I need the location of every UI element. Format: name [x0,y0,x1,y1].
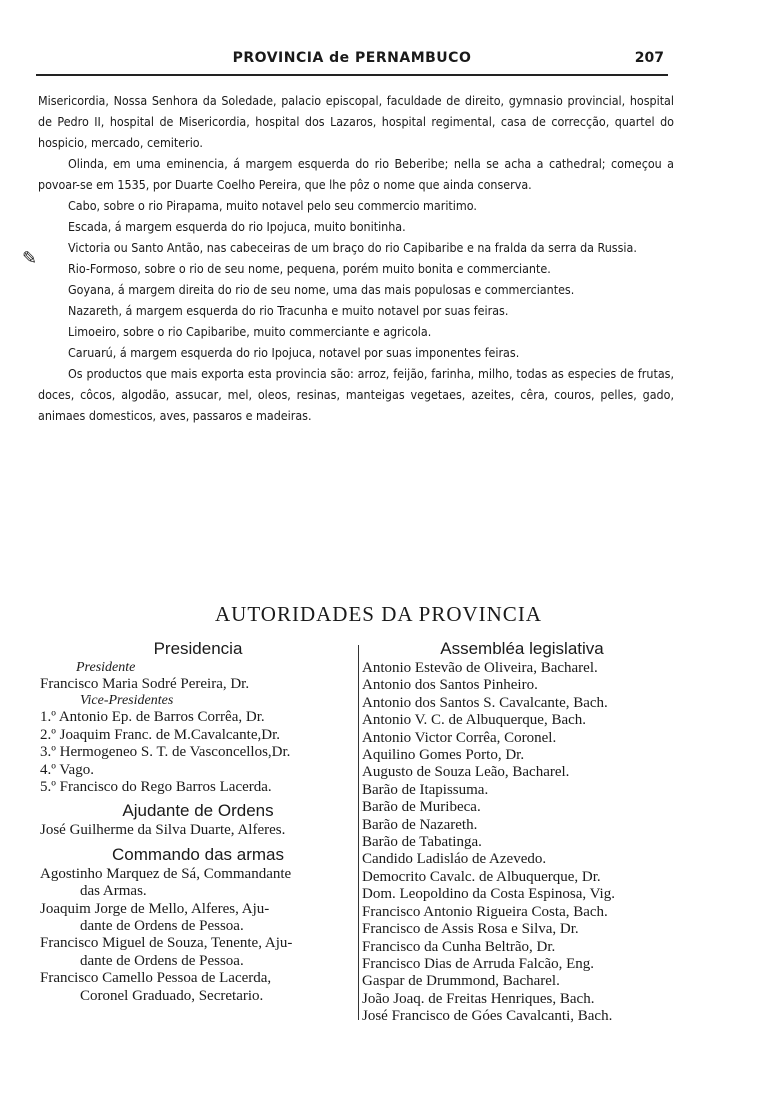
assembleia-member: Barão de Itapissuma. [362,781,489,798]
commando-line: dante de Ordens de Pessoa. [80,952,244,969]
left-column [40,638,356,1005]
section-title: AUTORIDADES DA PROVINCIA [215,602,542,626]
assembleia-member: José Francisco de Góes Cavalcanti, Bach. [362,1008,613,1025]
vice-presidentes-subheading: Vice-Presidentes [80,693,174,709]
assembleia-member: Antonio V. C. de Albuquerque, Bach. [362,712,587,729]
commando-line: Joaquim Jorge de Mello, Alferes, Aju- [40,900,270,917]
paragraph-recife-buildings: Misericordia, Nossa Senhora da Soledade, palacio episcopal, faculdade de direito, gymnasio provincial, hospital de Pedro II, hospital de Misericordia, hospital dos Lazaros, hospital regimental, casa de correcção, quartel do hospicio, mercado, cemiterio. [38,93,674,150]
assembleia-member: Antonio dos Santos S. Cavalcante, Bach. [362,694,608,711]
assembleia-member: Francisco Dias de Arruda Falcão, Eng. [362,955,595,972]
vice-president-entry: 4.º Vago. [40,761,94,778]
assembleia-member: Dom. Leopoldino da Costa Espinosa, Vig. [362,886,615,903]
assembleia-member: Antonio Estevão de Oliveira, Bacharel. [362,660,598,676]
paragraph-limoeiro: Limoeiro, sobre o rio Capibaribe, muito commerciante e agricola. [68,324,432,339]
paragraph-cabo: Cabo, sobre o rio Pirapama, muito notavel pelo seu commercio maritimo. [68,198,477,213]
column-divider [358,645,359,1020]
assembleia-member: Barão de Nazareth. [362,816,478,833]
assembleia-member: Barão de Tabatinga. [362,834,482,851]
commando-line: das Armas. [80,883,147,900]
presidencia-heading: Presidencia [153,639,243,658]
assembleia-member: Barão de Muribeca. [362,799,481,816]
assembleia-members [362,660,682,1026]
commando-line: Coronel Graduado, Secretario. [80,987,264,1004]
commando-line: dante de Ordens de Pessoa. [80,918,244,935]
assembleia-member: Francisco Antonio Rigueira Costa, Bach. [362,903,608,920]
paragraph-victoria: Victoria ou Santo Antão, nas cabeceiras de um braço do rio Capibaribe e na fralda da serra da Russia. [68,240,637,255]
assembleia-member: Aquilino Gomes Porto, Dr. [362,747,525,764]
commando-line: Agostinho Marquez de Sá, Commandante [40,865,292,882]
assembleia-member: Francisco da Cunha Beltrão, Dr. [362,938,556,955]
paragraph-escada: Escada, á margem esquerda do rio Ipojuca, muito bonitinha. [68,219,406,234]
paragraph-nazareth: Nazareth, á margem esquerda do rio Tracunha e muito notavel por suas feiras. [68,303,509,318]
commando-line: Francisco Camello Pessoa de Lacerda, [40,970,272,987]
assembleia-member: Francisco de Assis Rosa e Silva, Dr. [362,921,579,938]
assembleia-member: Candido Ladisláo de Azevedo. [362,851,547,868]
running-title: PROVINCIA de PERNAMBUCO [232,50,472,66]
ajudante-name: José Guilherme da Silva Duarte, Alferes. [40,822,286,839]
ajudante-heading: Ajudante de Ordens [122,801,274,821]
vice-president-entry: 5.º Francisco do Rego Barros Lacerda. [40,779,272,796]
vice-president-entry: 2.º Joaquim Franc. de M.Cavalcante,Dr. [40,726,281,743]
president-name: Francisco Maria Sodré Pereira, Dr. [40,676,250,692]
paragraph-rio-formoso: Rio-Formoso, sobre o rio de seu nome, pequena, porém muito bonita e commerciante. [68,261,551,276]
commando-heading: Commando das armas [112,844,284,864]
paragraph-goyana: Goyana, á margem direita do rio de seu nome, uma das mais populosas e commerciantes. [68,282,575,297]
commando-line: Francisco Miguel de Souza, Tenente, Aju- [40,935,293,952]
margin-mark-icon: ✎ [22,248,38,269]
assembleia-member: Antonio dos Santos Pinheiro. [362,677,538,694]
assembleia-member: Augusto de Souza Leão, Bacharel. [362,764,570,781]
assembleia-member: Gaspar de Drummond, Bacharel. [362,973,560,990]
body-text [38,90,674,426]
presidente-subheading: Presidente [76,660,136,675]
paragraph-olinda: Olinda, em uma eminencia, á margem esquerda do rio Beberibe; nella se acha a cathedral; começou a povoar-se em 1535, por Duarte Coelho Pereira, que lhe pôz o nome que ainda conserva. [38,156,674,192]
assembleia-member: Antonio Victor Corrêa, Coronel. [362,729,557,746]
page-header [36,50,668,76]
vice-president-entry: 1.º Antonio Ep. de Barros Corrêa, Dr. [40,709,265,726]
assembleia-member: Democrito Cavalc. de Albuquerque, Dr. [362,868,601,885]
vice-president-entry: 3.º Hermogeneo S. T. de Vasconcellos,Dr. [40,744,291,761]
right-column [362,638,682,1026]
assembleia-member: João Joaq. de Freitas Henriques, Bach. [362,990,595,1007]
paragraph-products: Os productos que mais exporta esta provincia são: arroz, feijão, farinha, milho, todas as especies de frutas, doces, côcos, algodão, assucar, mel, oleos, resinas, manteigas vegetaes, azeites, cêra, couros, pelles, gado, animaes domesticos, aves, passaros e madeiras. [38,366,674,423]
paragraph-caruaru: Caruarú, á margem esquerda do rio Ipojuca, notavel por suas imponentes feiras. [68,345,520,360]
page-number: 207 [634,50,664,66]
assembleia-heading: Assembléa legislativa [440,639,604,658]
